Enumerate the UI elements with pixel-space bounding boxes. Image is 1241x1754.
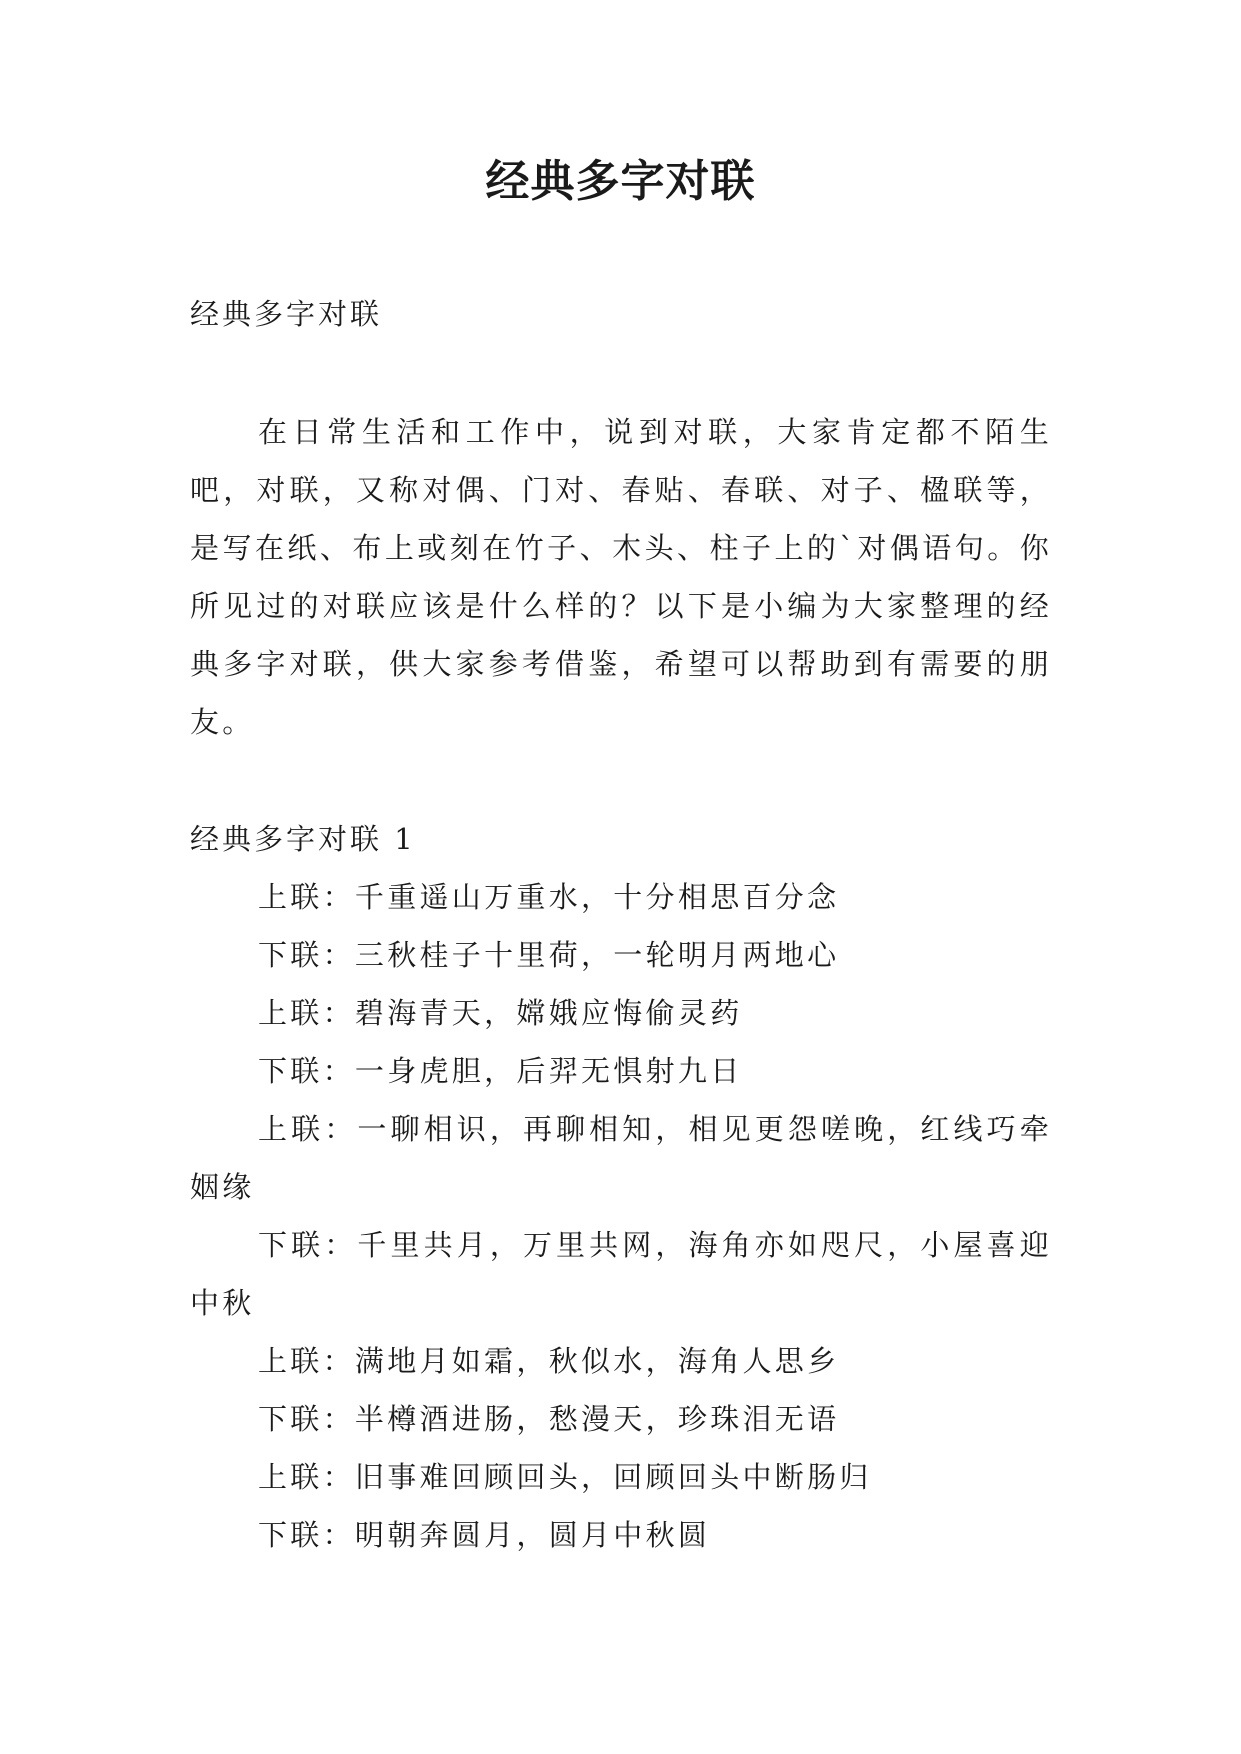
- couplet-line: 上联：一聊相识，再聊相知，相见更怨嗟晚，红线巧牵姻缘: [190, 1112, 1052, 1204]
- couplet-line: 下联：一身虎胆，后羿无惧射九日: [258, 1054, 743, 1088]
- couplet-list: [190, 868, 1052, 1564]
- couplet-line: 下联：明朝奔圆月，圆月中秋圆: [258, 1518, 711, 1552]
- couplet-line: 下联：三秋桂子十里荷，一轮明月两地心: [258, 938, 840, 972]
- couplet-line: 下联：半樽酒进肠，愁漫天，珍珠泪无语: [258, 1402, 840, 1436]
- section-heading: 经典多字对联 1: [190, 822, 416, 856]
- couplet-line: 上联：千重遥山万重水，十分相思百分念: [258, 880, 840, 914]
- intro-paragraph: 在日常生活和工作中，说到对联，大家肯定都不陌生吧，对联，又称对偶、门对、春贴、春联、对子、楹联等，是写在纸、布上或刻在竹子、木头、柱子上的`对偶语句。你所见过的对联应该是什么样的？以下是小编为大家整理的经典多字对联，供大家参考借鉴，希望可以帮助到有需要的朋友。: [190, 415, 1052, 739]
- couplet-line: 上联：碧海青天，嫦娥应悔偷灵药: [258, 996, 743, 1030]
- couplet-line: 上联：满地月如霜，秋似水，海角人思乡: [258, 1344, 840, 1378]
- couplet-line: 上联：旧事难回顾回头，回顾回头中断肠归: [258, 1460, 872, 1494]
- document-title: 经典多字对联: [485, 156, 756, 207]
- couplet-line: 下联：千里共月，万里共网，海角亦如咫尺，小屋喜迎中秋: [190, 1228, 1052, 1320]
- document-subtitle: 经典多字对联: [190, 297, 383, 331]
